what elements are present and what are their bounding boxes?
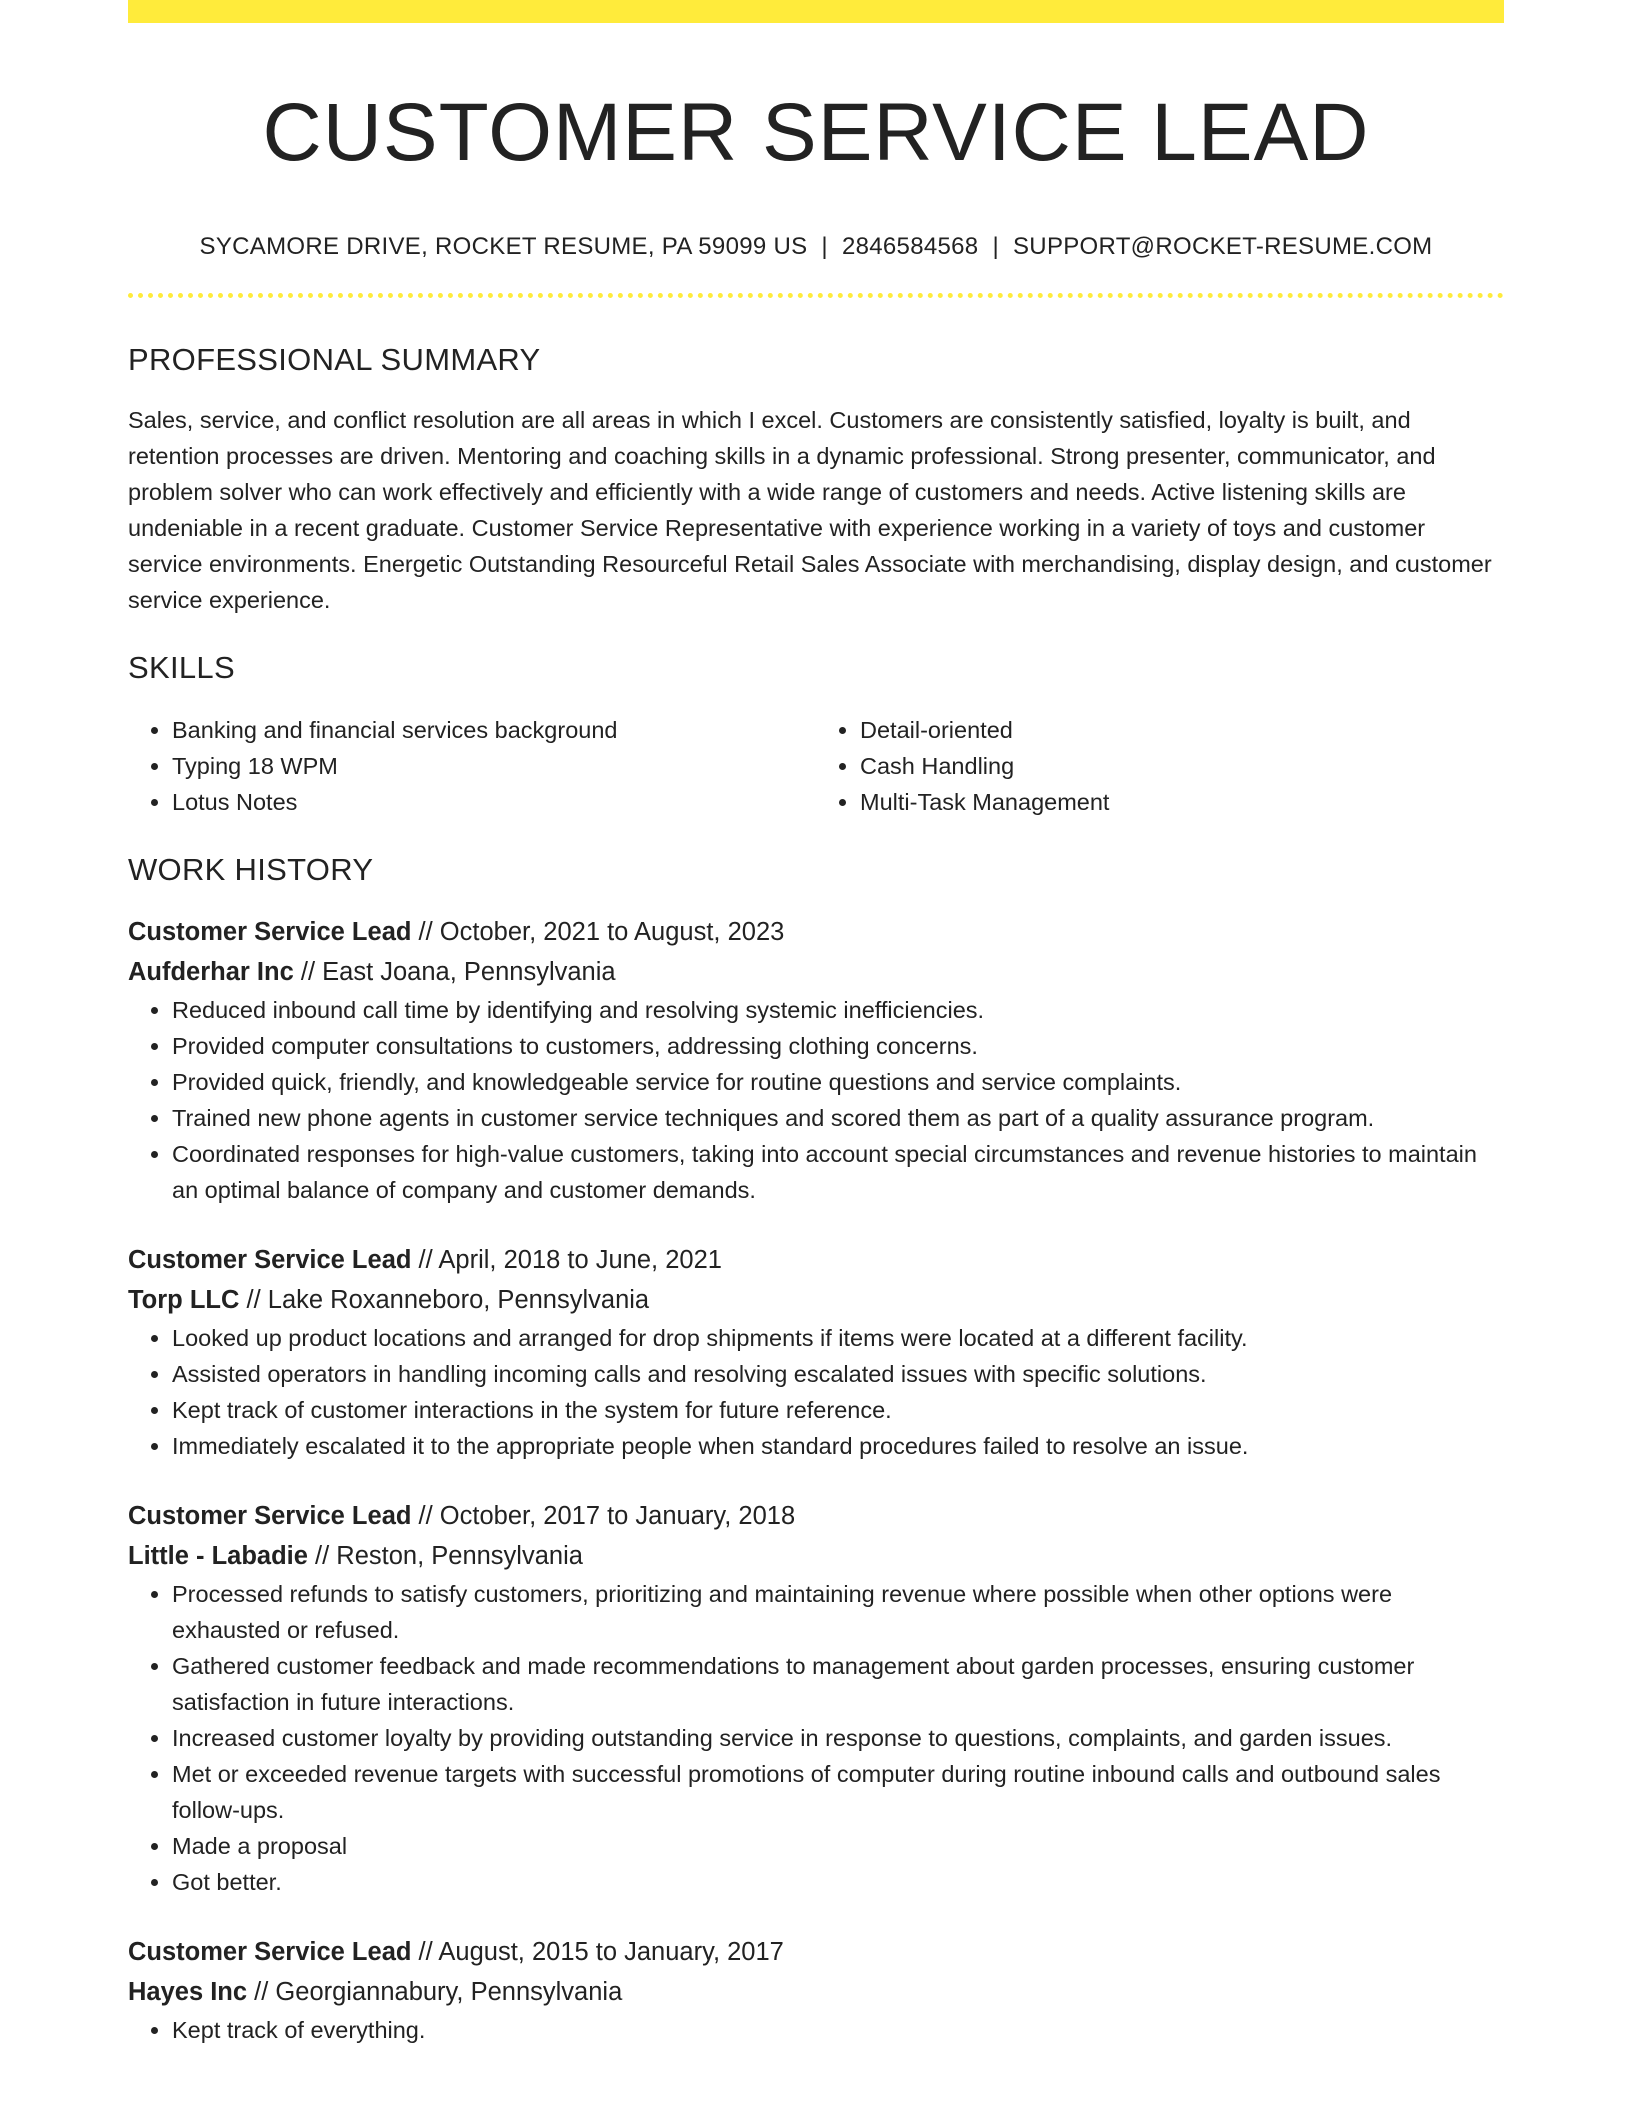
job-location: // Georgiannabury, Pennsylvania	[254, 1978, 623, 2006]
skill-item: • Typing 18 WPM	[172, 748, 816, 784]
job-dates: // October, 2021 to August, 2023	[418, 918, 785, 946]
accent-top-bar	[128, 0, 1504, 23]
skill-item: • Lotus Notes	[172, 784, 816, 820]
contact-line	[128, 231, 1504, 263]
job-position: Customer Service Lead	[128, 1938, 412, 1966]
job-company-line	[128, 1536, 1504, 1576]
job-entry	[128, 1240, 1504, 1464]
job-bullets	[128, 1320, 1504, 1464]
job-position-line	[128, 1496, 1504, 1536]
job-location: // Lake Roxanneboro, Pennsylvania	[246, 1286, 650, 1314]
job-company: Little - Labadie	[128, 1542, 308, 1570]
job-position-line	[128, 912, 1504, 952]
job-position-line	[128, 1240, 1504, 1280]
job-bullet: • Kept track of everything.	[172, 2012, 1504, 2048]
job-entry	[128, 1496, 1504, 1900]
job-position-line	[128, 1932, 1504, 1972]
job-dates: // April, 2018 to June, 2021	[418, 1246, 722, 1274]
job-bullet: • Kept track of customer interactions in the system for future reference.	[172, 1392, 1504, 1428]
job-bullet: • Looked up product locations and arranged for drop shipments if items were located at a different facility.	[172, 1320, 1504, 1356]
job-bullet: • Processed refunds to satisfy customers, prioritizing and maintaining revenue where possible when other options were exhausted or refused.	[172, 1576, 1504, 1648]
job-bullets	[128, 1576, 1504, 1900]
dotted-divider	[128, 293, 1504, 298]
summary-text: Sales, service, and conflict resolution are all areas in which I excel. Customers are consistently satisfied, loyalty is built, and retention processes are driven. Mentoring and coaching skills in a dynamic professional. Strong presenter, communicator, and problem solver who can work effectively and efficiently with a wide range of customers and needs. Active listening skills are undeniable in a recent graduate. Customer Service Representative with experience working in a variety of toys and customer service environments. Energetic Outstanding Resourceful Retail Sales Associate with merchandising, display design, and customer service experience.	[128, 407, 1492, 613]
job-bullet: • Increased customer loyalty by providing outstanding service in response to questions, complaints, and garden issues.	[172, 1720, 1504, 1756]
job-company: Hayes Inc	[128, 1978, 248, 2006]
resume-title: CUSTOMER SERVICE LEAD	[262, 87, 1370, 178]
contact-email: SUPPORT@ROCKET-RESUME.COM	[1013, 233, 1433, 260]
work-history-heading: WORK HISTORY	[128, 852, 374, 887]
job-company-line	[128, 1280, 1504, 1320]
job-bullet: • Trained new phone agents in customer service techniques and scored them as part of a quality assurance program.	[172, 1100, 1504, 1136]
skill-item: • Cash Handling	[860, 748, 1504, 784]
skill-item: • Multi-Task Management	[860, 784, 1504, 820]
job-bullet: • Got better.	[172, 1864, 1504, 1900]
job-location: // East Joana, Pennsylvania	[300, 958, 616, 986]
contact-separator: |	[821, 233, 828, 260]
job-company: Torp LLC	[128, 1286, 240, 1314]
job-company-line	[128, 1972, 1504, 2012]
job-entry	[128, 1932, 1504, 2048]
job-position: Customer Service Lead	[128, 1246, 412, 1274]
skills-heading: SKILLS	[128, 650, 235, 685]
contact-address: SYCAMORE DRIVE, ROCKET RESUME, PA 59099 US	[199, 233, 808, 260]
skill-item: • Detail-oriented	[860, 712, 1504, 748]
skills-grid	[128, 712, 1504, 820]
job-company: Aufderhar Inc	[128, 958, 294, 986]
resume-page	[128, 0, 1504, 2048]
job-bullet: • Immediately escalated it to the appropriate people when standard procedures failed to resolve an issue.	[172, 1428, 1504, 1464]
skill-item: • Banking and financial services background	[172, 712, 816, 748]
job-bullet: • Met or exceeded revenue targets with successful promotions of computer during routine inbound calls and outbound sales follow-ups.	[172, 1756, 1504, 1828]
job-company-line	[128, 952, 1504, 992]
contact-phone: 2846584568	[841, 233, 979, 260]
job-dates: // October, 2017 to January, 2018	[418, 1502, 796, 1530]
job-bullets	[128, 2012, 1504, 2048]
skills-column-right	[816, 712, 1504, 820]
work-history-list	[128, 912, 1504, 2048]
job-bullet: • Provided computer consultations to customers, addressing clothing concerns.	[172, 1028, 1504, 1064]
contact-separator: |	[992, 233, 999, 260]
job-location: // Reston, Pennsylvania	[315, 1542, 583, 1570]
job-position: Customer Service Lead	[128, 1502, 412, 1530]
job-entry	[128, 912, 1504, 1208]
job-position: Customer Service Lead	[128, 918, 412, 946]
skills-column-left	[128, 712, 816, 820]
job-bullet: • Made a proposal	[172, 1828, 1504, 1864]
job-bullet: • Assisted operators in handling incoming calls and resolving escalated issues with specific solutions.	[172, 1356, 1504, 1392]
job-bullets	[128, 992, 1504, 1208]
job-bullet: • Provided quick, friendly, and knowledgeable service for routine questions and service complaints.	[172, 1064, 1504, 1100]
job-dates: // August, 2015 to January, 2017	[418, 1938, 784, 1966]
job-bullet: • Coordinated responses for high-value customers, taking into account special circumstances and revenue histories to maintain an optimal balance of company and customer demands.	[172, 1136, 1504, 1208]
job-bullet: • Gathered customer feedback and made recommendations to management about garden processes, ensuring customer satisfaction in future interactions.	[172, 1648, 1504, 1720]
job-bullet: • Reduced inbound call time by identifying and resolving systemic inefficiencies.	[172, 992, 1504, 1028]
summary-heading: PROFESSIONAL SUMMARY	[128, 342, 541, 377]
